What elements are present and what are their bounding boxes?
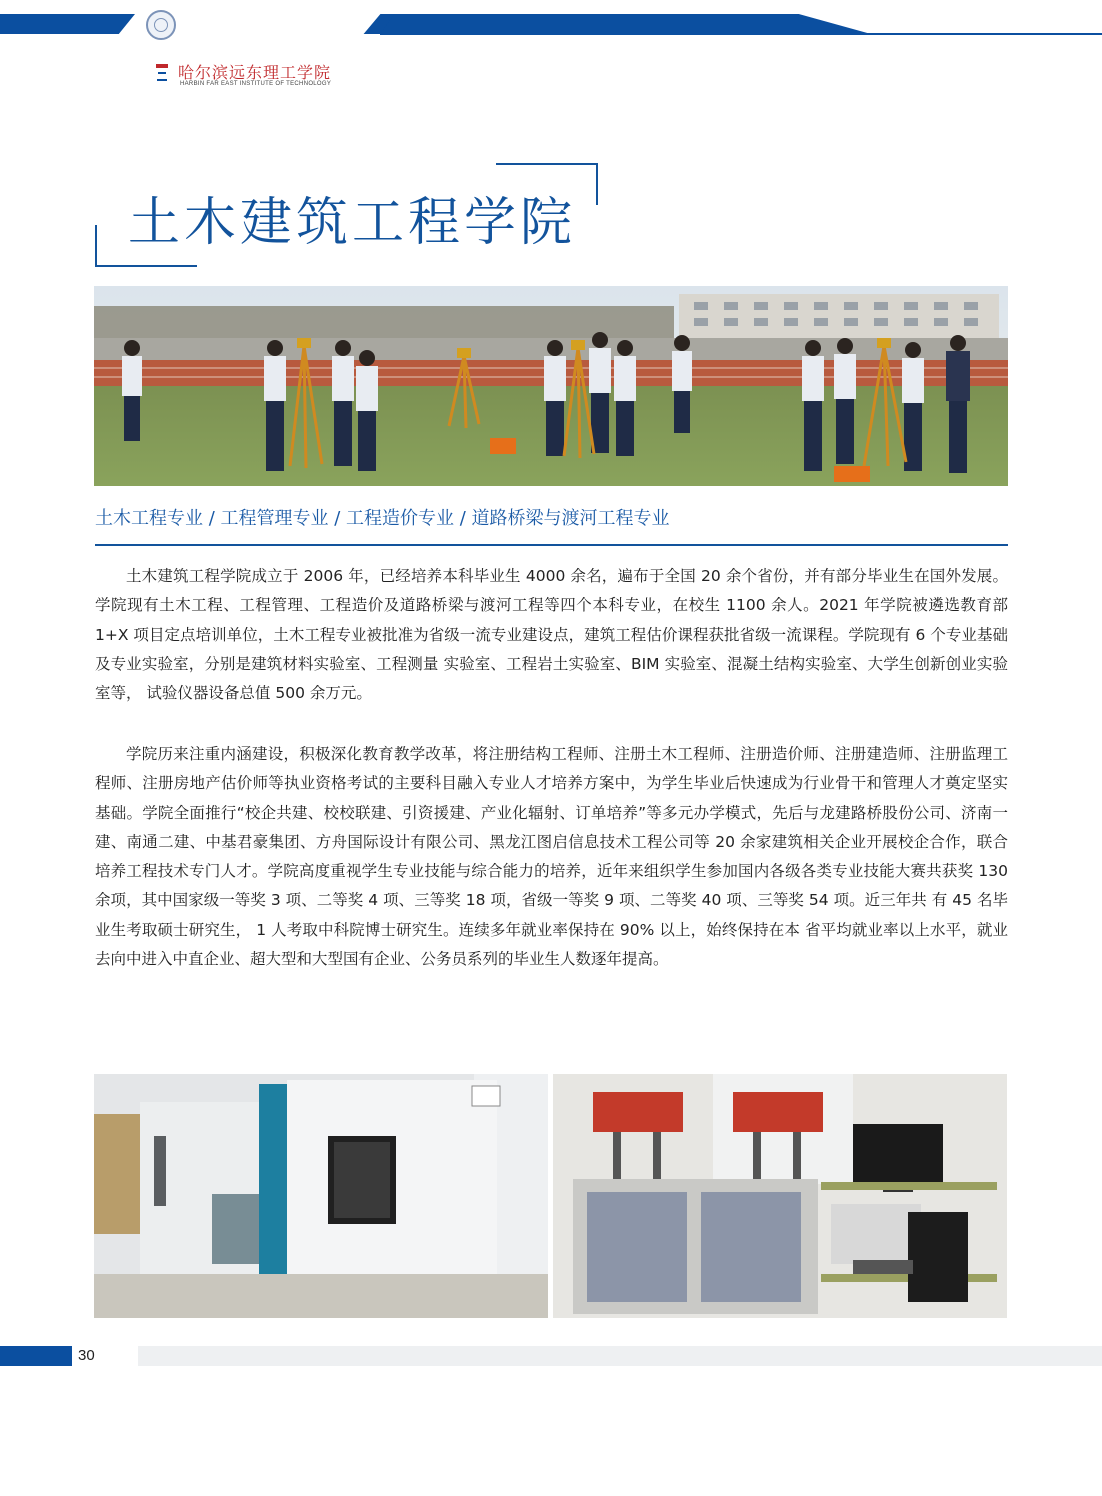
footer-bar-right: [138, 1346, 1102, 1366]
development-paragraph: 学院历来注重内涵建设，积极深化教育教学改革，将注册结构工程师、注册土木工程师、注册造价师、注册建造师、注册监理工程师、注册房地产估价师等执业资格考试的主要科目融入专业人才培养方案中，为学生毕业后快速成为行业骨干和管理人才奠定坚实基础。学院全面推行“校企共建、校校联建、引资援建、产业化辐射、订单培养”等多元办学模式，先后与龙建路桥股份公司、济南一建、南通二建、中基君豪集团、方舟国际设计有限公司、黑龙江图启信息技术工程公司等 20 余家建筑相关企业开展校企合作，联合培养工程技术专门人才。学院高度重视学生专业技能与综合能力的培养，近年来组织学生参加国内各级各类专业技能大赛共获奖 130 余项，其中国家级一等奖 3 项、二等奖 4 项、三等奖 18 项，省级一等奖 9 项、二等奖 40 项、三等奖 54 项。近三年共 有 45 名毕业生考取硕士研究生， 1 人考取中科院博士研究生。连续多年就业率保持在 90% 以上，始终保持在本 省平均就业率以上水平，就业去向中进入中直企业、超大型和大型国有企业、公务员系列的毕业生人数逐年提高。: [95, 745, 1008, 969]
title-frame-bottom: [95, 265, 197, 267]
surveying-practice-photo: [94, 286, 1008, 486]
page-number: 30: [78, 1347, 95, 1364]
school-name-en: HARBIN FAR EAST INSTITUTE OF TECHNOLOGY: [180, 81, 332, 87]
lab-oven-photo: [94, 1074, 548, 1318]
title-frame-left: [95, 225, 97, 267]
header-line: [380, 33, 1102, 35]
title-frame-top: [496, 163, 598, 165]
title-frame-right: [596, 163, 598, 205]
testing-machine-photo: [553, 1074, 1007, 1318]
school-logo-icon: [156, 62, 168, 86]
school-emblem-inner: [154, 18, 168, 32]
majors-list: 土木工程专业 / 工程管理专业 / 工程造价专业 / 道路桥梁与渡河工程专业: [95, 508, 670, 529]
school-name-cn: 哈尔滨远东理工学院: [178, 63, 332, 82]
intro-paragraph: 土木建筑工程学院成立于 2006 年，已经培养本科毕业生 4000 余名，遍布于全国 20 余个省份，并有部分毕业生在国外发展。学院现有土木工程、工程管理、工程造价及道路桥梁与渡河工程等四个本科专业，在校生 1100 余人。2021 年学院被遴选教育部 1+X 项目定点培训单位，土木工程专业被批准为省级一流专业建设点，建筑工程估价课程获批省级一流课程。学院现有 6 个专业基础及专业实验室，分别是建筑材料实验室、工程测量 实验室、工程岩土实验室、BIM 实验室、混凝土结构实验室、大学生创新创业实验室等， 试验仪器设备总值 500 余万元。: [95, 567, 1008, 703]
header-bar-right: [380, 14, 1102, 34]
section-divider: [95, 544, 1008, 546]
header-bar-left: [0, 14, 135, 34]
footer-bar-left: [0, 1346, 72, 1366]
page-title: 土木建筑工程学院: [128, 193, 577, 253]
